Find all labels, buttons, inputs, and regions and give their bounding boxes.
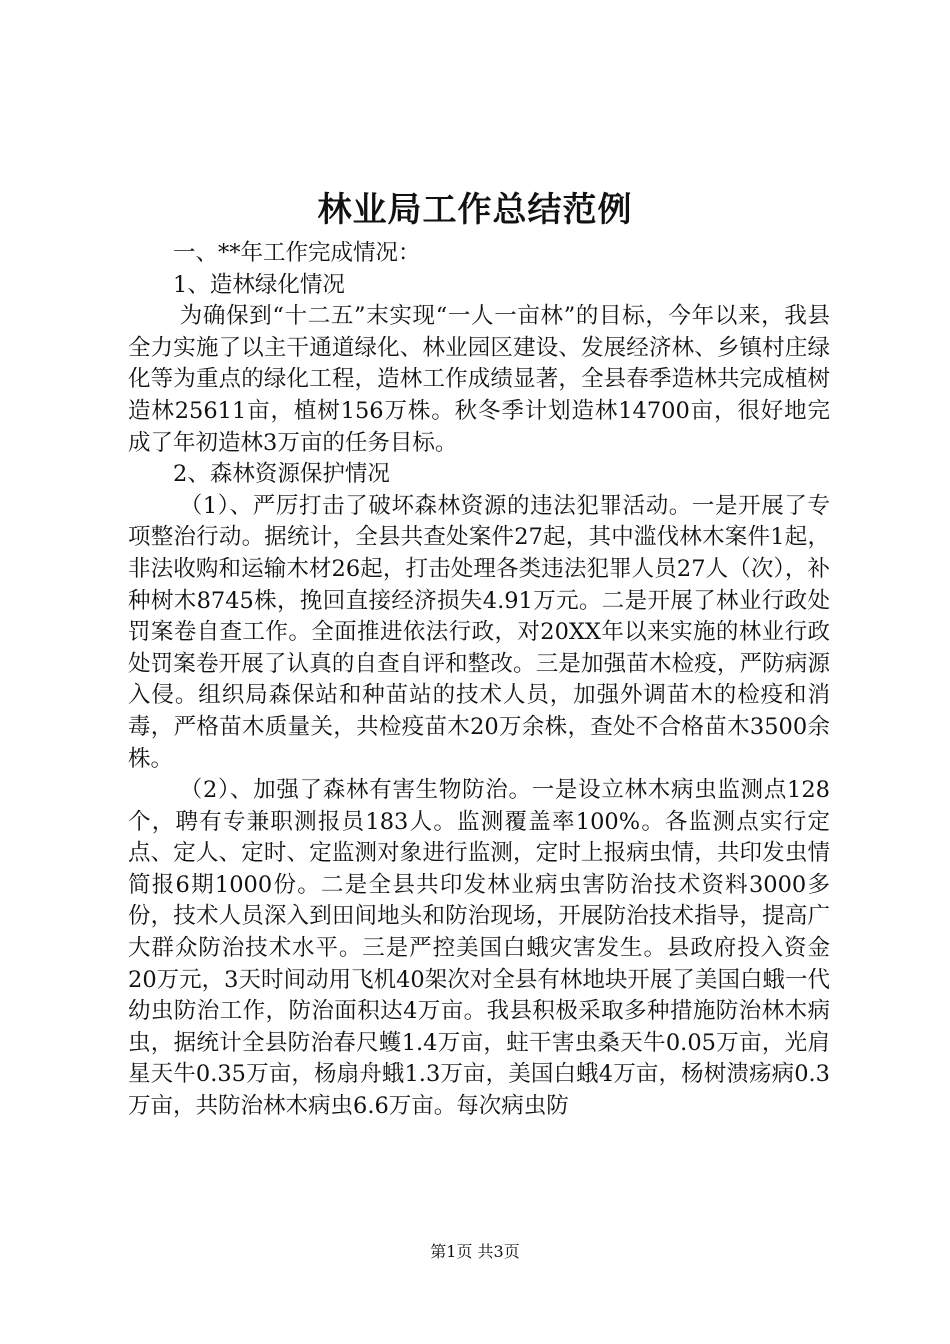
document-body — [128, 238, 830, 1123]
subsection-heading: 1、造林绿化情况 — [173, 271, 345, 298]
subsection-heading: 2、森林资源保护情况 — [173, 461, 390, 488]
section-heading: 一、**年工作完成情况： — [173, 240, 421, 266]
body-paragraph: （2）、加强了森林有害生物防治。一是设立林木病虫监测点128个，聘有专兼职测报员183人。监测覆盖率100%。各监测点实行定点、定人、定时、定监测对象进行监测，定时上报病虫情，共印发虫情简报6期1000份。二是全县共印发林业病虫害防治技术资料3000多份，技术人员深入到田间地头和防治现场，开展防治技术指导，提高广大群众防治技术水平。三是严控美国白蛾灾害发生。县政府投入资金20万元，3天时间动用飞机40架次对全县有林地块开展了美国白蛾一代幼虫防治工作，防治面积达4万亩。我县积极采取多种措施防治林木病虫，据统计全县防治春尺蠖1.4万亩，蛀干害虫桑天牛0.05万亩，光肩星天牛0.35万亩，杨扇舟蛾1.3万亩，美国白蛾4万亩，杨树溃疡病0.3万亩，共防治林木病虫6.6万亩。每次病虫防 — [128, 777, 830, 1120]
body-paragraph: （1）、严厉打击了破坏森林资源的违法犯罪活动。一是开展了专项整治行动。据统计，全县共查处案件27起，其中滥伐林木案件1起，非法收购和运输木材26起，打击处理各类违法犯罪人员27人（次），补种树木8745株，挽回直接经济损失4.91万元。二是开展了林业行政处罚案卷自查工作。全面推进依法行政，对20XX年以来实施的林业行政处罚案卷开展了认真的自查自评和整改。三是加强苗木检疫，严防病源入侵。组织局森保站和种苗站的技术人员，加强外调苗木的检疫和消毒，严格苗木质量关，共检疫苗木20万余株，查处不合格苗木3500余株。 — [128, 492, 830, 772]
document-title: 林业局工作总结范例 — [317, 190, 633, 230]
body-paragraph: 为确保到“十二五”末实现“一人一亩林”的目标，今年以来，我县全力实施了以主干通道绿化、林业园区建设、发展经济林、乡镇村庄绿化等为重点的绿化工程，造林工作成绩显著，全县春季造林共完成植树造林25611亩，植树156万株。秋冬季计划造林14700亩，很好地完成了年初造林3万亩的任务目标。 — [128, 303, 830, 456]
page-footer: 第1页 共3页 — [430, 1242, 520, 1261]
